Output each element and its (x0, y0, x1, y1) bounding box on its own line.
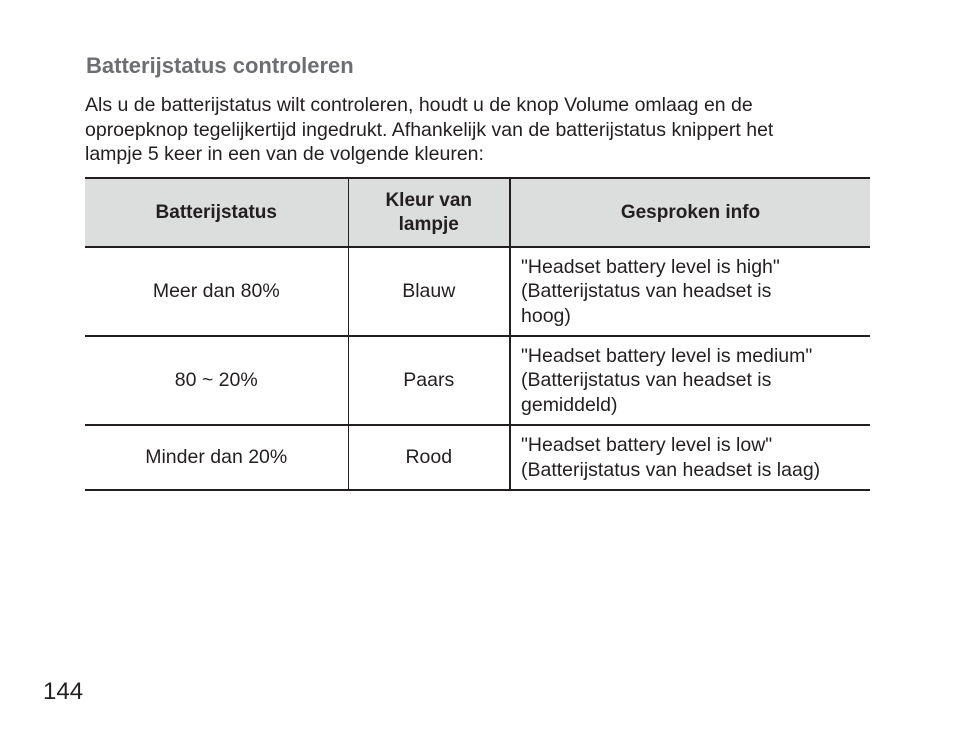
spoken-info-line: gemiddeld) (521, 393, 618, 416)
intro-line: lampje 5 keer in een van de volgende kleuren: (85, 143, 484, 165)
spoken-info-line: "Headset battery level is medium" (521, 344, 813, 367)
spoken-info-line: (Batterijstatus van headset is (521, 369, 772, 392)
spoken-info-line: "Headset battery level is low" (521, 434, 773, 456)
cell-spoken-info (510, 425, 870, 490)
cell-battery-status: Minder dan 20% (85, 425, 348, 490)
cell-spoken-info (510, 247, 870, 336)
cell-light-color: Rood (348, 425, 510, 490)
table-row (85, 247, 870, 336)
header-battery-status: Batterijstatus (85, 178, 348, 247)
cell-light-color: Blauw (348, 247, 510, 336)
header-spoken-info: Gesproken info (510, 178, 870, 247)
cell-battery-status: Meer dan 80% (85, 247, 348, 336)
page-number: 144 (43, 678, 84, 705)
table-header-row (85, 178, 870, 247)
spoken-info-line: "Headset battery level is high" (521, 255, 780, 278)
cell-light-color: Paars (348, 336, 510, 425)
battery-status-table (85, 177, 870, 491)
spoken-info-line: (Batterijstatus van headset is (521, 280, 772, 303)
spoken-info-line: hoog) (521, 304, 571, 327)
cell-spoken-info (510, 336, 870, 425)
header-light-color-line: Kleur van (385, 189, 473, 211)
table-row (85, 336, 870, 425)
cell-battery-status: 80 ~ 20% (85, 336, 348, 425)
spoken-info-line: (Batterijstatus van headset is laag) (521, 458, 821, 481)
intro-line: oproepknop tegelijkertijd ingedrukt. Afhankelijk van de batterijstatus knippert het (85, 118, 774, 141)
table-row (85, 425, 870, 490)
intro-line: Als u de batterijstatus wilt controleren, houdt u de knop Volume omlaag en de (85, 94, 753, 116)
header-light-color (348, 178, 510, 247)
header-light-color-line: lampje (398, 213, 459, 235)
intro-paragraph (85, 93, 875, 167)
section-heading: Batterijstatus controleren (86, 53, 354, 78)
